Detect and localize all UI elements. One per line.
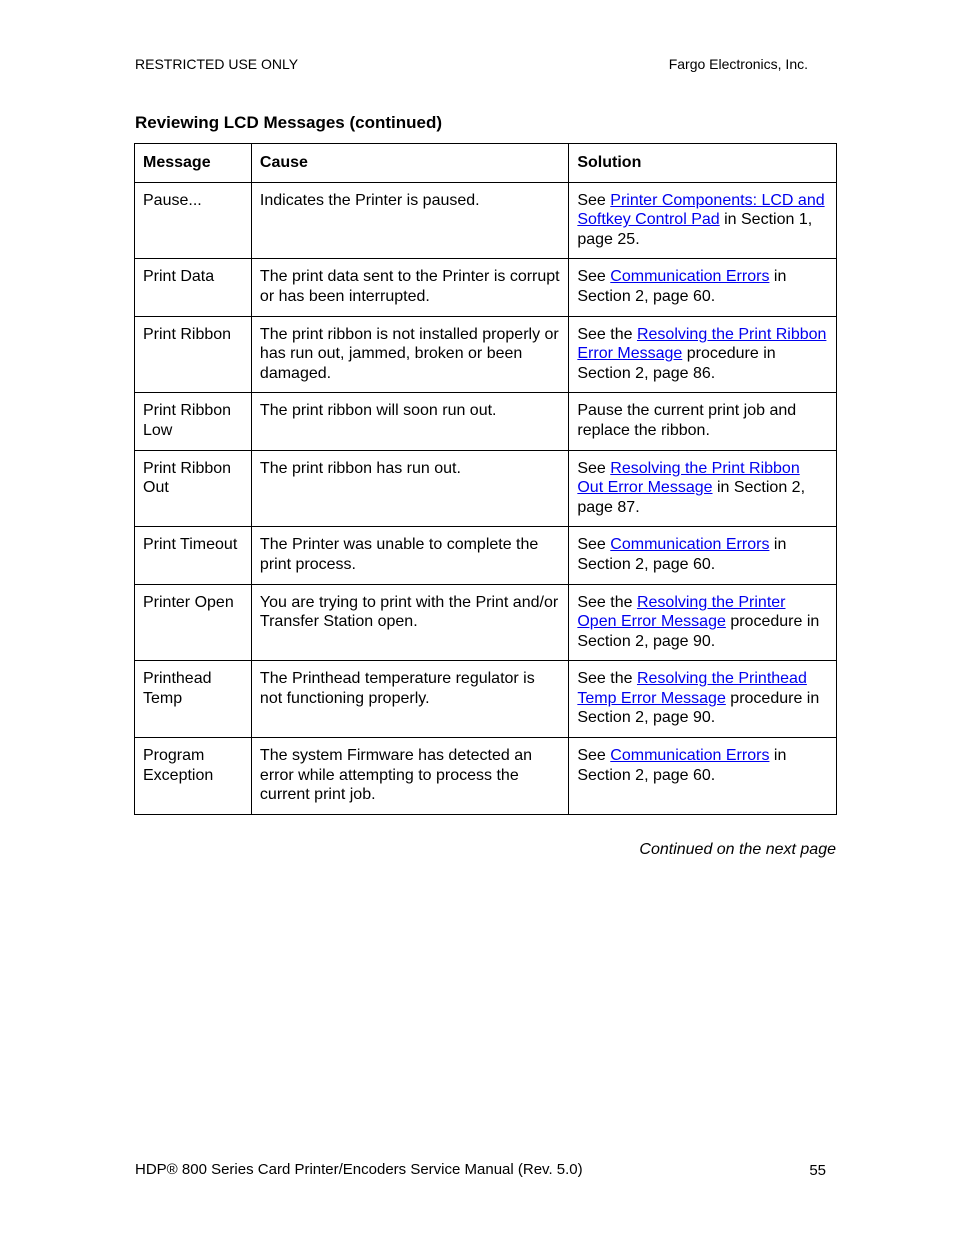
continued-note: Continued on the next page [639, 841, 836, 858]
solution-text: in Section 2, page 87. [577, 479, 806, 516]
solution-text: See [577, 191, 611, 209]
solution-cell [569, 182, 837, 259]
message-cell: Pause... [135, 182, 252, 259]
solution-cell [569, 661, 837, 738]
solution-cell [569, 316, 837, 393]
cause-cell: The print ribbon has run out. [251, 450, 568, 527]
cause-cell: Indicates the Printer is paused. [251, 182, 568, 259]
message-cell: Printhead Temp [135, 661, 252, 738]
solution-link[interactable]: Communication Errors [610, 536, 770, 554]
table-row [135, 259, 837, 316]
cause-cell: The print data sent to the Printer is corrupt or has been interrupted. [251, 259, 568, 316]
solution-text: in Section 2, page 60. [577, 536, 787, 573]
header-company-name: Fargo Electronics, Inc. [668, 56, 808, 72]
lcd-messages-table [134, 143, 837, 815]
message-cell: Print Ribbon Low [135, 393, 252, 450]
solution-text: See the [577, 325, 637, 343]
table-row [135, 450, 837, 527]
solution-link[interactable]: Resolving the Printhead Temp Error Message [577, 670, 807, 707]
solution-text: See [577, 459, 611, 477]
table-row [135, 316, 837, 393]
solution-text: procedure in Section 2, page 90. [577, 613, 820, 650]
table-row [135, 393, 837, 450]
cause-cell: The print ribbon is not installed properly or has run out, jammed, broken or been damaged. [251, 316, 568, 393]
solution-text: See [577, 747, 611, 765]
solution-text: in Section 2, page 60. [577, 268, 787, 305]
solution-link[interactable]: Resolving the Print Ribbon Out Error Message [577, 459, 800, 497]
page-number: 55 [809, 1162, 826, 1179]
table-header-row [135, 144, 837, 183]
message-cell: Print Ribbon Out [135, 450, 252, 527]
solution-text: in Section 2, page 60. [577, 747, 787, 784]
message-cell: Print Timeout [135, 527, 252, 584]
solution-link[interactable]: Resolving the Printer Open Error Message [577, 593, 786, 631]
footer-manual-title: HDP® 800 Series Card Printer/Encoders Service Manual (Rev. 5.0) [135, 1161, 583, 1178]
solution-text: See the [577, 593, 637, 611]
table-row [135, 584, 837, 661]
cause-cell: The Printer was unable to complete the print process. [251, 527, 568, 584]
solution-cell [569, 584, 837, 661]
solution-text: procedure in Section 2, page 90. [577, 689, 820, 727]
solution-cell [569, 259, 837, 316]
cause-cell: The system Firmware has detected an error while attempting to process the current print job. [251, 738, 568, 815]
solution-text: in Section 1, page 25. [577, 211, 813, 248]
message-cell: Printer Open [135, 584, 252, 661]
column-header-cause: Cause [251, 144, 568, 183]
solution-link[interactable]: Communication Errors [610, 268, 770, 286]
cause-cell: You are trying to print with the Print and/or Transfer Station open. [251, 584, 568, 661]
column-header-solution: Solution [569, 144, 837, 183]
cause-cell: The print ribbon will soon run out. [251, 393, 568, 450]
solution-cell [569, 527, 837, 584]
message-cell: Program Exception [135, 738, 252, 815]
header-restricted-label: RESTRICTED USE ONLY [135, 56, 299, 72]
message-cell: Print Data [135, 259, 252, 316]
section-title: Reviewing LCD Messages (continued) [135, 113, 442, 132]
solution-cell [569, 450, 837, 527]
table-row [135, 182, 837, 259]
table-row [135, 527, 837, 584]
solution-link[interactable]: Communication Errors [610, 747, 770, 765]
table-row [135, 661, 837, 738]
cause-cell: The Printhead temperature regulator is not functioning properly. [251, 661, 568, 738]
solution-cell: Pause the current print job and replace the ribbon. [569, 393, 837, 450]
solution-cell [569, 738, 837, 815]
message-cell: Print Ribbon [135, 316, 252, 393]
solution-link[interactable]: Printer Components: LCD and Softkey Control Pad [577, 191, 825, 229]
table-row [135, 738, 837, 815]
solution-text: procedure in Section 2, page 86. [577, 345, 776, 382]
solution-text: See the [577, 670, 637, 688]
solution-text: See [577, 268, 611, 286]
column-header-message: Message [135, 144, 252, 183]
solution-text: See [577, 536, 611, 554]
solution-link[interactable]: Resolving the Print Ribbon Error Message [577, 325, 827, 363]
